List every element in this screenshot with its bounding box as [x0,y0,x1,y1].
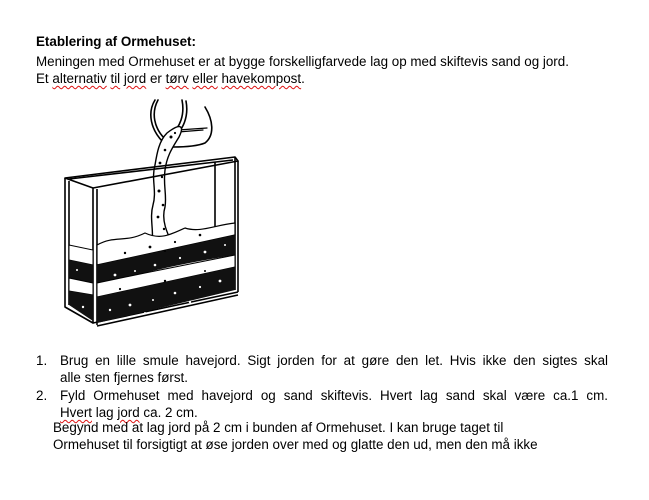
intro-paragraph [36,53,626,87]
misspelled-word[interactable]: havekompost [221,71,302,86]
word: er [149,71,162,86]
list-number: 1. [36,353,48,368]
misspelled-word[interactable]: jord [123,71,147,86]
word: lag [95,404,114,420]
period: . [301,71,305,86]
intro-line-2 [36,70,626,87]
continuation-line-1: Begynd med at lag jord på 2 cm i bunden af Ormehuset. I kan bruge taget til [53,420,504,435]
continuation-line-2: Ormehuset til forsigtigt at øse jorden over med og glatte den ud, men den må ikke [53,437,538,453]
instruction-list [36,352,608,421]
pouring-soil-stream [151,127,182,245]
word: Et [36,71,49,86]
misspelled-word[interactable]: Hvert [60,404,92,420]
worm-house-layering-icon [55,95,255,330]
list-number: 2. [36,387,48,403]
list-item-line: Fyld Ormehuset med havejord og sand skiftevis. Hvert lag sand skal være ca.1 cm. [60,387,608,403]
section-heading: Etablering af Ormehuset: [36,34,196,49]
continuation-paragraph [53,419,538,454]
misspelled-word[interactable]: eller [192,71,218,86]
word: ca. 2 cm. [143,404,198,420]
misspelled-word[interactable]: til [110,71,121,86]
list-item-line: alle sten fjernes først. [60,370,189,386]
intro-line-1: Meningen med Ormehuset er at bygge forskelligfarvede lag op med skiftevis sand og jord. [36,54,569,69]
misspelled-word[interactable]: tørv [165,71,189,86]
worm-house-illustration [55,95,255,330]
list-item [36,352,608,387]
misspelled-word[interactable]: jord [117,404,140,420]
list-item-line: Brug en lille smule havejord. Sigt jorden for at gøre den let. Hvis ikke den sigtes skal [60,353,608,368]
misspelled-word[interactable]: alternativ [52,71,107,86]
list-item [36,387,608,422]
